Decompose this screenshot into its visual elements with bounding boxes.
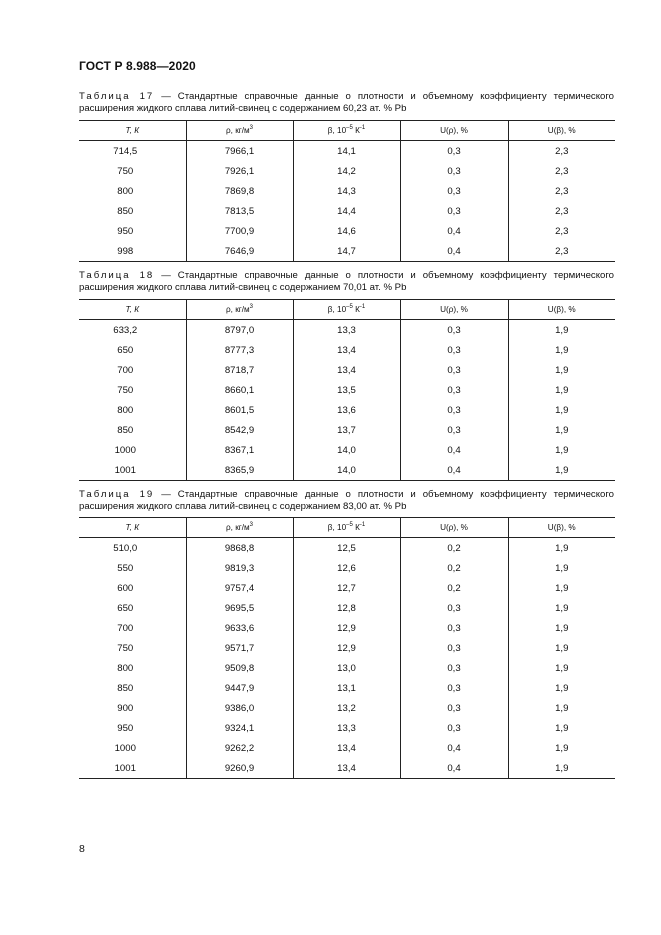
cell-expansion: 13,3 bbox=[293, 718, 400, 738]
cell-u-density: 0,4 bbox=[400, 460, 508, 481]
col-header-u-density: U(ρ), % bbox=[400, 518, 508, 538]
cell-density: 9571,7 bbox=[186, 638, 293, 658]
cell-density: 8365,9 bbox=[186, 460, 293, 481]
cell-temperature: 750 bbox=[117, 165, 134, 177]
cell-u-density: 0,3 bbox=[400, 181, 508, 201]
cell-temperature: 600 bbox=[117, 582, 134, 594]
table-row bbox=[79, 538, 615, 559]
table-row bbox=[79, 141, 615, 162]
col-header-u-density: U(ρ), % bbox=[400, 121, 508, 141]
cell-expansion: 13,5 bbox=[293, 380, 400, 400]
cell-u-density: 0,4 bbox=[400, 758, 508, 779]
cell-density: 8718,7 bbox=[186, 360, 293, 380]
table-row bbox=[79, 738, 615, 758]
cell-expansion: 14,2 bbox=[293, 161, 400, 181]
cell-density: 7926,1 bbox=[186, 161, 293, 181]
cell-temperature: 650 bbox=[117, 344, 134, 356]
cell-u-expansion: 1,9 bbox=[508, 538, 615, 559]
cell-density: 9324,1 bbox=[186, 718, 293, 738]
cell-expansion: 12,6 bbox=[293, 558, 400, 578]
cell-density: 9386,0 bbox=[186, 698, 293, 718]
cell-temperature: 750 bbox=[117, 642, 134, 654]
cell-temperature: 633,2 bbox=[113, 324, 138, 336]
cell-u-expansion: 1,9 bbox=[508, 718, 615, 738]
cell-expansion: 13,1 bbox=[293, 678, 400, 698]
table-row bbox=[79, 201, 615, 221]
cell-u-expansion: 2,3 bbox=[508, 181, 615, 201]
table-19-caption bbox=[79, 489, 614, 513]
cell-expansion: 13,7 bbox=[293, 420, 400, 440]
cell-expansion: 12,7 bbox=[293, 578, 400, 598]
col-header-temperature: T, К bbox=[79, 121, 186, 141]
cell-u-density: 0,3 bbox=[400, 698, 508, 718]
cell-temperature: 1000 bbox=[114, 444, 136, 456]
cell-temperature: 1001 bbox=[79, 758, 186, 779]
table-19-label: Таблица 19 bbox=[79, 489, 155, 500]
table-row bbox=[79, 698, 615, 718]
cell-u-density: 0,3 bbox=[400, 141, 508, 162]
cell-temperature: 714,5 bbox=[113, 145, 138, 157]
cell-u-expansion: 1,9 bbox=[508, 360, 615, 380]
cell-density: 9868,8 bbox=[186, 538, 293, 559]
cell-expansion: 12,5 bbox=[293, 538, 400, 559]
col-header-u-density: U(ρ), % bbox=[400, 300, 508, 320]
cell-u-density: 0,4 bbox=[400, 221, 508, 241]
table-row bbox=[79, 658, 615, 678]
table-row bbox=[79, 678, 615, 698]
table-row bbox=[79, 380, 615, 400]
cell-expansion: 12,9 bbox=[293, 618, 400, 638]
cell-temperature: 650 bbox=[117, 602, 134, 614]
cell-u-expansion: 2,3 bbox=[508, 141, 615, 162]
cell-temperature: 550 bbox=[117, 562, 134, 574]
cell-density: 9633,6 bbox=[186, 618, 293, 638]
cell-u-density: 0,2 bbox=[400, 578, 508, 598]
cell-expansion: 13,4 bbox=[293, 340, 400, 360]
cell-expansion: 13,6 bbox=[293, 400, 400, 420]
cell-density: 9509,8 bbox=[186, 658, 293, 678]
cell-u-density: 0,3 bbox=[400, 598, 508, 618]
table-19 bbox=[79, 517, 615, 779]
cell-u-expansion: 1,9 bbox=[508, 618, 615, 638]
cell-density: 7813,5 bbox=[186, 201, 293, 221]
cell-expansion: 13,0 bbox=[293, 658, 400, 678]
col-header-density: ρ, $кг/м^3$ bbox=[186, 300, 293, 320]
col-header-expansion: β, $10^{-5}$ $К^{-1}$ bbox=[293, 121, 400, 141]
cell-u-expansion: 2,3 bbox=[508, 221, 615, 241]
cell-temperature: 850 bbox=[117, 424, 134, 436]
cell-temperature: 800 bbox=[117, 662, 134, 674]
col-header-density: ρ, $кг/м^3$ bbox=[186, 121, 293, 141]
col-header-u-expansion: U(β), % bbox=[508, 121, 615, 141]
cell-expansion: 14,7 bbox=[293, 241, 400, 262]
cell-temperature: 700 bbox=[117, 622, 134, 634]
table-18-title: — Стандартные справочные данные о плотности и объемному коэффициенту термического расширения жидкого сплава литий-свинец с содержанием 70,01 ат. % Pb bbox=[79, 270, 614, 293]
cell-temperature: 700 bbox=[117, 364, 134, 376]
cell-u-expansion: 1,9 bbox=[508, 678, 615, 698]
table-row bbox=[79, 420, 615, 440]
table-row bbox=[79, 241, 615, 262]
table-header-row bbox=[79, 121, 615, 141]
table-row bbox=[79, 578, 615, 598]
col-header-temperature: T, К bbox=[79, 518, 186, 538]
cell-expansion: 13,4 bbox=[293, 738, 400, 758]
cell-u-expansion: 1,9 bbox=[508, 658, 615, 678]
cell-temperature: 800 bbox=[117, 185, 134, 197]
col-header-expansion: β, $10^{-5}$ $К^{-1}$ bbox=[293, 300, 400, 320]
cell-u-density: 0,3 bbox=[400, 420, 508, 440]
cell-temperature: 900 bbox=[117, 702, 134, 714]
table-row bbox=[79, 440, 615, 460]
table-19-title: — Стандартные справочные данные о плотности и объемному коэффициенту термического расширения жидкого сплава литий-свинец с содержанием 83,00 ат. % Pb bbox=[79, 489, 614, 512]
cell-density: 8542,9 bbox=[186, 420, 293, 440]
cell-u-expansion: 1,9 bbox=[508, 460, 615, 481]
cell-u-expansion: 1,9 bbox=[508, 320, 615, 341]
cell-u-density: 0,3 bbox=[400, 201, 508, 221]
cell-density: 9819,3 bbox=[186, 558, 293, 578]
cell-u-density: 0,2 bbox=[400, 558, 508, 578]
cell-u-density: 0,3 bbox=[400, 618, 508, 638]
cell-u-expansion: 1,9 bbox=[508, 578, 615, 598]
cell-density: 9262,2 bbox=[186, 738, 293, 758]
cell-u-expansion: 2,3 bbox=[508, 241, 615, 262]
table-row bbox=[79, 340, 615, 360]
cell-density: 7966,1 bbox=[186, 141, 293, 162]
cell-expansion: 12,9 bbox=[293, 638, 400, 658]
cell-expansion: 12,8 bbox=[293, 598, 400, 618]
table-row bbox=[79, 718, 615, 738]
cell-u-density: 0,4 bbox=[400, 440, 508, 460]
cell-u-density: 0,3 bbox=[400, 658, 508, 678]
table-row bbox=[79, 758, 615, 779]
cell-u-expansion: 2,3 bbox=[508, 201, 615, 221]
cell-u-density: 0,3 bbox=[400, 360, 508, 380]
cell-temperature: 1001 bbox=[79, 460, 186, 481]
table-header-row bbox=[79, 518, 615, 538]
table-row bbox=[79, 320, 615, 341]
cell-u-expansion: 2,3 bbox=[508, 161, 615, 181]
col-header-u-expansion: U(β), % bbox=[508, 300, 615, 320]
cell-expansion: 13,4 bbox=[293, 360, 400, 380]
cell-u-density: 0,3 bbox=[400, 400, 508, 420]
table-row bbox=[79, 598, 615, 618]
cell-u-density: 0,4 bbox=[400, 241, 508, 262]
table-row bbox=[79, 558, 615, 578]
cell-expansion: 14,0 bbox=[293, 460, 400, 481]
cell-density: 7700,9 bbox=[186, 221, 293, 241]
cell-u-density: 0,3 bbox=[400, 161, 508, 181]
table-17-caption bbox=[79, 91, 614, 115]
cell-u-expansion: 1,9 bbox=[508, 420, 615, 440]
col-header-expansion: β, $10^{-5}$ $К^{-1}$ bbox=[293, 518, 400, 538]
cell-u-expansion: 1,9 bbox=[508, 400, 615, 420]
table-18-caption bbox=[79, 270, 614, 294]
table-row bbox=[79, 181, 615, 201]
cell-density: 7646,9 bbox=[186, 241, 293, 262]
cell-density: 8797,0 bbox=[186, 320, 293, 341]
col-header-density: ρ, $кг/м^3$ bbox=[186, 518, 293, 538]
cell-u-expansion: 1,9 bbox=[508, 340, 615, 360]
cell-density: 9447,9 bbox=[186, 678, 293, 698]
cell-temperature: 850 bbox=[117, 682, 134, 694]
cell-temperature: 750 bbox=[117, 384, 134, 396]
cell-u-expansion: 1,9 bbox=[508, 440, 615, 460]
cell-u-expansion: 1,9 bbox=[508, 638, 615, 658]
cell-u-density: 0,4 bbox=[400, 738, 508, 758]
cell-u-expansion: 1,9 bbox=[508, 380, 615, 400]
table-18-label: Таблица 18 bbox=[79, 270, 155, 281]
table-row bbox=[79, 618, 615, 638]
cell-u-density: 0,3 bbox=[400, 380, 508, 400]
cell-density: 8367,1 bbox=[186, 440, 293, 460]
col-header-u-expansion: U(β), % bbox=[508, 518, 615, 538]
cell-density: 8777,3 bbox=[186, 340, 293, 360]
table-row bbox=[79, 161, 615, 181]
cell-temperature: 950 bbox=[117, 225, 134, 237]
cell-expansion: 14,6 bbox=[293, 221, 400, 241]
cell-u-expansion: 1,9 bbox=[508, 698, 615, 718]
cell-expansion: 14,1 bbox=[293, 141, 400, 162]
cell-density: 9260,9 bbox=[186, 758, 293, 779]
cell-temperature: 998 bbox=[79, 241, 186, 262]
document-header: ГОСТ Р 8.988—2020 bbox=[79, 59, 196, 73]
cell-u-density: 0,3 bbox=[400, 638, 508, 658]
cell-temperature: 950 bbox=[117, 722, 134, 734]
table-row bbox=[79, 400, 615, 420]
col-header-temperature: T, К bbox=[79, 300, 186, 320]
cell-density: 8660,1 bbox=[186, 380, 293, 400]
cell-u-expansion: 1,9 bbox=[508, 738, 615, 758]
cell-density: 9695,5 bbox=[186, 598, 293, 618]
cell-expansion: 13,2 bbox=[293, 698, 400, 718]
table-17-title: — Стандартные справочные данные о плотности и объемному коэффициенту термического расширения жидкого сплава литий-свинец с содержанием 60,23 ат. % Pb bbox=[79, 91, 614, 114]
cell-temperature: 800 bbox=[117, 404, 134, 416]
cell-density: 9757,4 bbox=[186, 578, 293, 598]
cell-expansion: 13,3 bbox=[293, 320, 400, 341]
table-17-label: Таблица 17 bbox=[79, 91, 155, 102]
cell-u-density: 0,3 bbox=[400, 718, 508, 738]
table-row bbox=[79, 221, 615, 241]
table-17 bbox=[79, 120, 615, 262]
cell-density: 7869,8 bbox=[186, 181, 293, 201]
cell-u-density: 0,3 bbox=[400, 320, 508, 341]
table-18 bbox=[79, 299, 615, 481]
cell-temperature: 850 bbox=[117, 205, 134, 217]
cell-u-density: 0,2 bbox=[400, 538, 508, 559]
table-header-row bbox=[79, 300, 615, 320]
table-row bbox=[79, 360, 615, 380]
cell-u-density: 0,3 bbox=[400, 678, 508, 698]
cell-temperature: 1000 bbox=[114, 742, 136, 754]
cell-u-expansion: 1,9 bbox=[508, 558, 615, 578]
cell-expansion: 14,3 bbox=[293, 181, 400, 201]
page-number: 8 bbox=[79, 843, 85, 855]
table-row bbox=[79, 460, 615, 481]
cell-density: 8601,5 bbox=[186, 400, 293, 420]
cell-u-expansion: 1,9 bbox=[508, 758, 615, 779]
cell-u-expansion: 1,9 bbox=[508, 598, 615, 618]
cell-expansion: 14,4 bbox=[293, 201, 400, 221]
table-row bbox=[79, 638, 615, 658]
cell-expansion: 14,0 bbox=[293, 440, 400, 460]
cell-temperature: 510,0 bbox=[113, 542, 138, 554]
cell-expansion: 13,4 bbox=[293, 758, 400, 779]
cell-u-density: 0,3 bbox=[400, 340, 508, 360]
